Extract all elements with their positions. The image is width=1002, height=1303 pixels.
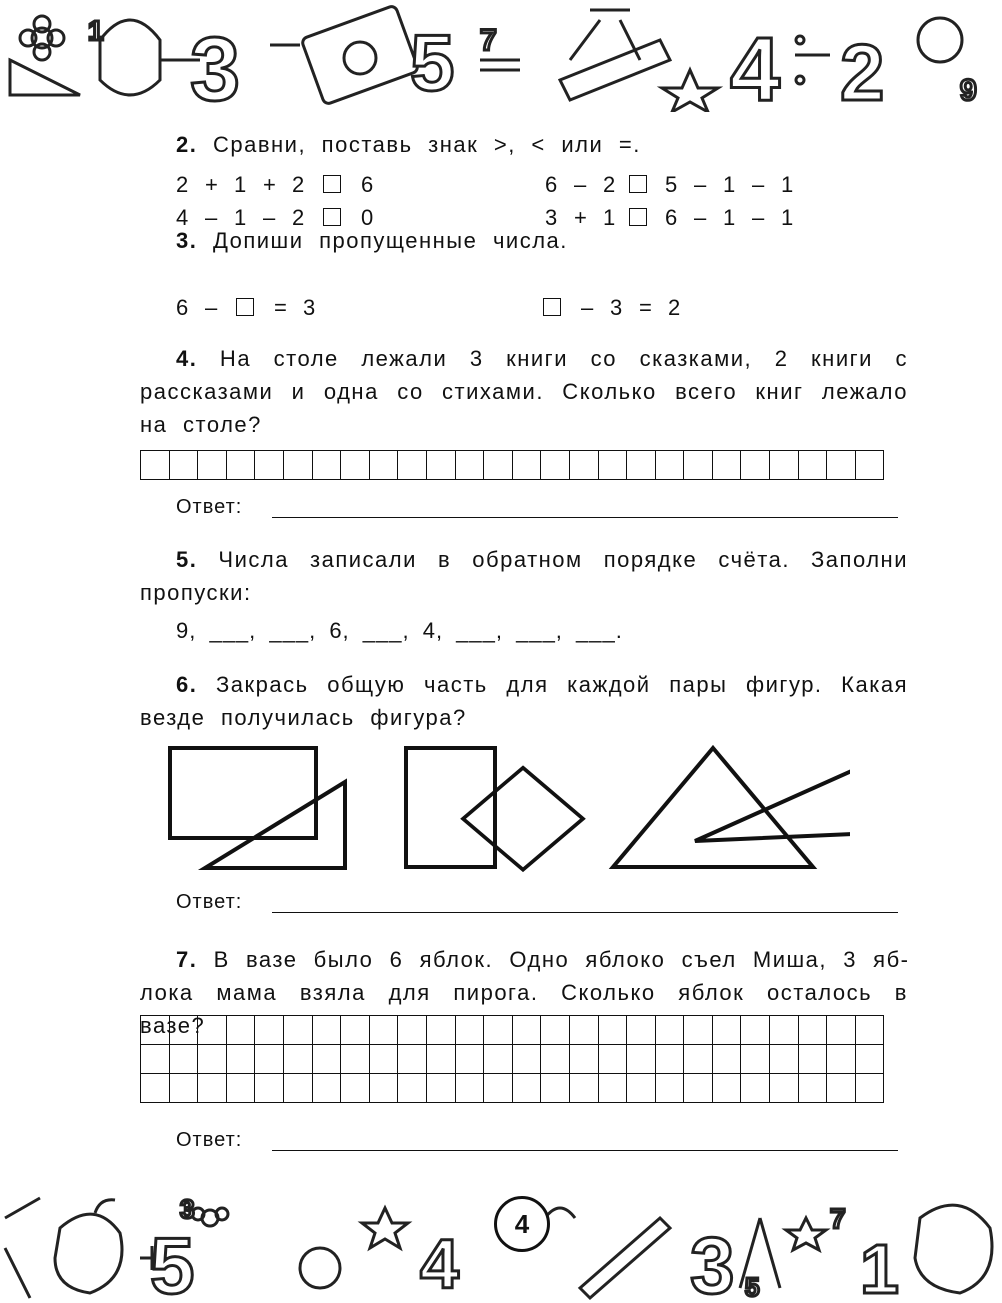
deco-digit: 3 <box>690 1221 735 1303</box>
grid-cell[interactable] <box>655 1074 684 1103</box>
grid-cell[interactable] <box>512 1074 541 1103</box>
expr-token: – <box>574 172 587 197</box>
grid-cell[interactable] <box>569 1074 598 1103</box>
grid-cell[interactable] <box>770 1074 799 1103</box>
grid-cell[interactable] <box>741 451 770 480</box>
expr-token: 1 <box>234 172 247 197</box>
grid-cell[interactable] <box>455 1045 484 1074</box>
grid-cell[interactable] <box>741 1045 770 1074</box>
grid-cell[interactable] <box>855 451 884 480</box>
grid-cell[interactable] <box>312 1045 341 1074</box>
answer-label: Ответ: <box>176 1129 243 1151</box>
grid-cell[interactable] <box>198 1016 227 1045</box>
square-shape[interactable] <box>463 768 583 870</box>
expr-token: 6 <box>176 295 189 320</box>
grid-cell[interactable] <box>141 451 170 480</box>
grid-cell[interactable] <box>312 1074 341 1103</box>
grid-cell[interactable] <box>312 451 341 480</box>
grid-cell[interactable] <box>369 451 398 480</box>
expr-token: 1 <box>723 205 736 230</box>
grid-cell[interactable] <box>541 1074 570 1103</box>
expr-token: 6 <box>361 172 374 197</box>
missing-number-expr-2 <box>541 295 680 321</box>
page-number: 4 <box>494 1196 550 1252</box>
grid-cell[interactable] <box>226 451 255 480</box>
grid-cell[interactable] <box>455 1074 484 1103</box>
grid-cell[interactable] <box>141 1016 170 1045</box>
expr-token: 4 <box>176 205 189 230</box>
grid-cell[interactable] <box>855 1074 884 1103</box>
grid-cell[interactable] <box>684 1045 713 1074</box>
grid-cell[interactable] <box>426 451 455 480</box>
deco-digit: 9 <box>960 74 977 107</box>
grid-cell[interactable] <box>484 1074 513 1103</box>
grid-cell[interactable] <box>798 1074 827 1103</box>
grid-cell[interactable] <box>598 1045 627 1074</box>
expr-token: 3 <box>610 295 623 320</box>
grid-cell[interactable] <box>312 1016 341 1045</box>
grid-cell[interactable] <box>741 1016 770 1045</box>
grid-cell[interactable] <box>455 451 484 480</box>
compare-expr-3 <box>545 172 793 198</box>
grid-cell[interactable] <box>369 1074 398 1103</box>
expr-token: – <box>263 205 276 230</box>
grid-cell[interactable] <box>141 1045 170 1074</box>
grid-cell[interactable] <box>512 1016 541 1045</box>
grid-cell[interactable] <box>741 1074 770 1103</box>
grid-cell[interactable] <box>541 1045 570 1074</box>
grid-cell[interactable] <box>341 1016 370 1045</box>
expr-token: = <box>639 295 652 320</box>
grid-cell[interactable] <box>541 1016 570 1045</box>
task-statement: Числа записали в обратном порядке счёта. Заполни пропуски: <box>140 547 908 605</box>
number-sequence[interactable]: 9, ___, ___, 6, ___, 4, ___, ___, ___. <box>176 618 623 643</box>
deco-digit: 5 <box>410 18 455 107</box>
deco-digit: 3 <box>190 20 241 112</box>
grid-cell[interactable] <box>827 1074 856 1103</box>
expr-token: 6 <box>545 172 558 197</box>
grid-cell[interactable] <box>484 1016 513 1045</box>
grid-cell[interactable] <box>598 451 627 480</box>
grid-cell[interactable] <box>770 1016 799 1045</box>
expr-token: 1 <box>234 205 247 230</box>
grid-cell[interactable] <box>283 451 312 480</box>
grid-cell[interactable] <box>398 1016 427 1045</box>
grid-cell[interactable] <box>712 451 741 480</box>
answer-box[interactable] <box>323 175 341 193</box>
grid-cell[interactable] <box>541 451 570 480</box>
cherry-icon <box>915 1205 992 1293</box>
grid-cell[interactable] <box>569 451 598 480</box>
grid-cell[interactable] <box>627 1016 656 1045</box>
grid-cell[interactable] <box>712 1016 741 1045</box>
grid-cell[interactable] <box>484 451 513 480</box>
missing-number-expr-1 <box>176 295 315 321</box>
expr-token: – <box>752 172 765 197</box>
grid-cell[interactable] <box>798 1045 827 1074</box>
grid-cell[interactable] <box>141 1074 170 1103</box>
expr-token: 2 <box>176 172 189 197</box>
expr-token: 3 <box>545 205 558 230</box>
grid-cell[interactable] <box>226 1074 255 1103</box>
deco-digit: 4 <box>730 20 781 112</box>
grid-cell[interactable] <box>512 451 541 480</box>
figure-pairs <box>150 740 850 880</box>
grid-cell[interactable] <box>598 1074 627 1103</box>
answer-grid[interactable] <box>140 450 884 480</box>
answer-line[interactable] <box>272 912 898 913</box>
expr-token: – <box>694 172 707 197</box>
grid-cell[interactable] <box>569 1045 598 1074</box>
grid-cell[interactable] <box>512 1045 541 1074</box>
grid-cell[interactable] <box>426 1016 455 1045</box>
triangle-shape[interactable] <box>613 748 813 867</box>
task3-text <box>140 224 908 257</box>
grid-cell[interactable] <box>827 451 856 480</box>
answer-line[interactable] <box>272 1150 898 1151</box>
expr-token: 5 <box>665 172 678 197</box>
grid-cell[interactable] <box>198 1045 227 1074</box>
deco-digit: 4 <box>420 1225 459 1303</box>
grid-cell[interactable] <box>169 1016 198 1045</box>
deco-digit: 7 <box>480 24 497 57</box>
grid-cell[interactable] <box>684 1016 713 1045</box>
grid-cell[interactable] <box>398 1045 427 1074</box>
grid-cell[interactable] <box>569 1016 598 1045</box>
grid-cell[interactable] <box>341 1074 370 1103</box>
grid-cell[interactable] <box>770 451 799 480</box>
grid-cell[interactable] <box>169 1074 198 1103</box>
grid-cell[interactable] <box>341 1045 370 1074</box>
task6-text <box>140 668 908 734</box>
grid-cell[interactable] <box>712 1045 741 1074</box>
grid-cell[interactable] <box>684 1074 713 1103</box>
expr-token: 2 <box>292 205 305 230</box>
grid-cell[interactable] <box>198 1074 227 1103</box>
answer-label: Ответ: <box>176 891 243 913</box>
deco-digit: 1 <box>88 15 104 46</box>
grid-cell[interactable] <box>369 1045 398 1074</box>
answer-grid[interactable] <box>140 1015 884 1103</box>
task4-text <box>140 342 908 441</box>
task-number: 5. <box>176 547 198 572</box>
grid-cell[interactable] <box>827 1016 856 1045</box>
grid-cell[interactable] <box>855 1016 884 1045</box>
answer-box[interactable] <box>543 298 561 316</box>
task2-text <box>140 128 908 161</box>
task-statement: На столе лежали 3 книги со сказками, 2 книги с рассказами и одна со стихами. Сколько всего книг лежало на столе? <box>140 346 908 437</box>
grid-cell[interactable] <box>827 1045 856 1074</box>
grid-cell[interactable] <box>484 1045 513 1074</box>
expr-token: = <box>274 295 287 320</box>
grid-cell[interactable] <box>283 1016 312 1045</box>
grid-cell[interactable] <box>426 1074 455 1103</box>
expr-token: 1 <box>603 205 616 230</box>
task-number: 7. <box>176 947 198 972</box>
grid-cell[interactable] <box>283 1045 312 1074</box>
grid-cell[interactable] <box>798 451 827 480</box>
expr-token: 3 <box>303 295 316 320</box>
grid-cell[interactable] <box>255 1074 284 1103</box>
answer-box[interactable] <box>629 175 647 193</box>
grid-cell[interactable] <box>655 1016 684 1045</box>
header-decoration <box>0 0 1002 112</box>
expr-token: + <box>205 172 218 197</box>
grid-cell[interactable] <box>426 1045 455 1074</box>
apple-icon <box>55 1214 122 1293</box>
task-statement: В вазе было 6 яблок. Одно яблоко съел Миша, 3 яблока мама взяла для пирога. Сколько яблок осталось в вазе? <box>140 947 908 1038</box>
grid-cell[interactable] <box>255 1045 284 1074</box>
expr-token: + <box>263 172 276 197</box>
rectangle-shape[interactable] <box>170 748 316 838</box>
grid-cell[interactable] <box>226 1045 255 1074</box>
grid-cell[interactable] <box>341 451 370 480</box>
grid-cell[interactable] <box>598 1016 627 1045</box>
deco-digit: 7 <box>830 1203 846 1234</box>
compare-expr-1 <box>176 172 373 198</box>
grid-cell[interactable] <box>855 1045 884 1074</box>
deco-digit: 2 <box>840 28 885 112</box>
grid-cell[interactable] <box>198 451 227 480</box>
expr-token: 1 <box>781 205 794 230</box>
grid-cell[interactable] <box>169 451 198 480</box>
answer-line[interactable] <box>272 517 898 518</box>
grid-cell[interactable] <box>712 1074 741 1103</box>
expr-token: – <box>752 205 765 230</box>
task-number: 4. <box>176 346 198 371</box>
grid-cell[interactable] <box>398 1074 427 1103</box>
expr-token: 1 <box>781 172 794 197</box>
grid-cell[interactable] <box>627 451 656 480</box>
expr-token: 2 <box>668 295 681 320</box>
expr-token: + <box>574 205 587 230</box>
grid-cell[interactable] <box>398 451 427 480</box>
task-statement: Закрась общую часть для каждой пары фигур. Какая везде получилась фигура? <box>140 672 908 730</box>
answer-label: Ответ: <box>176 496 243 518</box>
deco-digit: 5 <box>150 1221 195 1303</box>
answer-box[interactable] <box>236 298 254 316</box>
grid-cell[interactable] <box>655 451 684 480</box>
expr-token: – <box>581 295 594 320</box>
expr-token: – <box>205 205 218 230</box>
expr-token: – <box>205 295 218 320</box>
grid-cell[interactable] <box>369 1016 398 1045</box>
triangle-shape[interactable] <box>205 782 345 868</box>
task-number: 3. <box>176 228 198 253</box>
grid-cell[interactable] <box>627 1045 656 1074</box>
expr-token: 6 <box>665 205 678 230</box>
triangle-shape[interactable] <box>695 760 850 841</box>
grid-cell[interactable] <box>283 1074 312 1103</box>
expr-token: 1 <box>723 172 736 197</box>
expr-token: 0 <box>361 205 374 230</box>
expr-token: 2 <box>603 172 616 197</box>
deco-digit: 5 <box>745 1272 760 1302</box>
expr-token: 2 <box>292 172 305 197</box>
grid-cell[interactable] <box>684 451 713 480</box>
grid-cell[interactable] <box>798 1016 827 1045</box>
task-number: 6. <box>176 672 198 697</box>
grid-cell[interactable] <box>655 1045 684 1074</box>
grid-cell[interactable] <box>255 451 284 480</box>
task5-text <box>140 543 908 609</box>
expr-token: – <box>694 205 707 230</box>
rectangle-shape[interactable] <box>406 748 495 867</box>
grid-cell[interactable] <box>455 1016 484 1045</box>
deco-digit: 1 <box>860 1230 899 1303</box>
grid-cell[interactable] <box>627 1074 656 1103</box>
deco-digit: 3 <box>180 1194 195 1224</box>
task-statement: Допиши пропущенные числа. <box>197 228 568 253</box>
grid-cell[interactable] <box>226 1016 255 1045</box>
grid-cell[interactable] <box>255 1016 284 1045</box>
task-number: 2. <box>176 132 198 157</box>
task-statement: Сравни, поставь знак >, < или =. <box>197 132 641 157</box>
grid-cell[interactable] <box>770 1045 799 1074</box>
grid-cell[interactable] <box>169 1045 198 1074</box>
